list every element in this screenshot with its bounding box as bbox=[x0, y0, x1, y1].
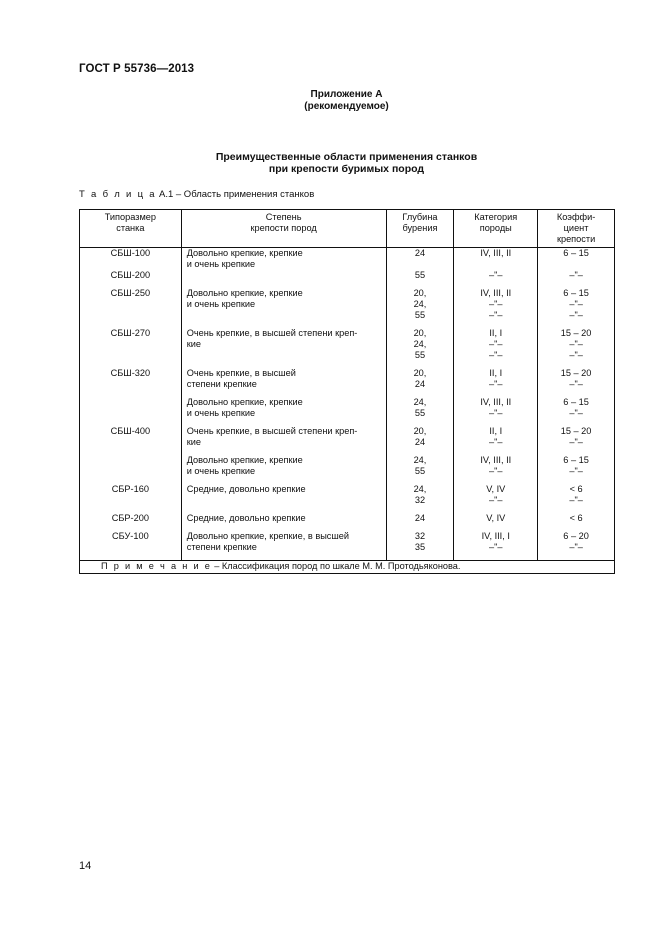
cell-line: 32 bbox=[414, 495, 426, 505]
cell-depth bbox=[386, 288, 454, 328]
cell-line: –"– bbox=[569, 379, 583, 389]
cell-line: IV, III, II bbox=[480, 288, 512, 298]
document-code: ГОСТ Р 55736—2013 bbox=[79, 63, 195, 75]
cell-line: 24 bbox=[414, 379, 426, 389]
cell-line: II, I bbox=[489, 368, 503, 378]
table-row bbox=[80, 513, 615, 531]
cell-line bbox=[80, 455, 181, 466]
cell-line: 55 bbox=[414, 408, 426, 418]
cell-line: 6 – 15 bbox=[563, 397, 589, 407]
cell-category bbox=[454, 531, 538, 561]
table-body bbox=[80, 248, 615, 574]
cell-line: –"– bbox=[489, 408, 503, 418]
header-line: Степень bbox=[265, 212, 302, 222]
cell-line: –"– bbox=[489, 350, 503, 360]
cell-coefficient bbox=[538, 368, 615, 397]
cell-depth bbox=[386, 513, 454, 531]
cell-line: СБШ-270 bbox=[110, 328, 151, 338]
table-caption-text: А.1 – Область применения станков bbox=[156, 189, 315, 200]
cell-line: 6 – 15 bbox=[563, 455, 589, 465]
header-machine-size bbox=[80, 210, 182, 248]
header-line: крепости bbox=[556, 234, 596, 244]
table-note bbox=[80, 561, 615, 574]
cell-category bbox=[454, 288, 538, 328]
cell-line: Средние, довольно крепкие bbox=[186, 484, 306, 494]
header-line: станка bbox=[116, 223, 145, 233]
cell-line: –"– bbox=[569, 299, 583, 309]
header-line: бурения bbox=[402, 223, 438, 233]
cell-line: –"– bbox=[569, 437, 583, 447]
cell-category bbox=[454, 455, 538, 484]
cell-line: 24, bbox=[413, 299, 427, 309]
cell-line: СБШ-250 bbox=[110, 288, 151, 298]
cell-machine bbox=[80, 397, 182, 426]
cell-line: Довольно крепкие, крепкие bbox=[186, 397, 303, 407]
header-hardness-coefficient bbox=[538, 210, 615, 248]
application-table bbox=[79, 209, 615, 574]
cell-depth bbox=[386, 426, 454, 455]
cell-line: СБР-200 bbox=[111, 513, 149, 523]
section-title bbox=[0, 151, 661, 175]
cell-line bbox=[454, 259, 537, 270]
cell-line: степени крепкие bbox=[186, 379, 257, 389]
table-caption-prefix: Т а б л и ц а bbox=[79, 189, 157, 200]
cell-line: < 6 bbox=[569, 513, 583, 523]
cell-hardness bbox=[181, 531, 386, 561]
cell-line: и очень крепкие bbox=[186, 259, 256, 269]
header-rock-hardness bbox=[181, 210, 386, 248]
cell-hardness bbox=[181, 455, 386, 484]
cell-hardness bbox=[181, 426, 386, 455]
table-row bbox=[80, 248, 615, 289]
cell-line: –"– bbox=[489, 299, 503, 309]
cell-line: СБШ-400 bbox=[110, 426, 151, 436]
cell-line: –"– bbox=[489, 437, 503, 447]
cell-line: Довольно крепкие, крепкие bbox=[186, 455, 303, 465]
header-rock-category bbox=[454, 210, 538, 248]
cell-machine bbox=[80, 484, 182, 513]
cell-depth bbox=[386, 484, 454, 513]
cell-line: 24, bbox=[413, 455, 427, 465]
cell-category bbox=[454, 513, 538, 531]
cell-hardness bbox=[181, 513, 386, 531]
cell-line: СБШ-320 bbox=[110, 368, 151, 378]
cell-line: 6 – 15 bbox=[563, 248, 589, 258]
cell-coefficient bbox=[538, 455, 615, 484]
cell-depth bbox=[386, 531, 454, 561]
cell-line: Очень крепкие, в высшей степени креп- bbox=[186, 328, 358, 338]
cell-line: –"– bbox=[569, 270, 583, 280]
header-line: Глубина bbox=[402, 212, 438, 222]
annex-subtitle: (рекомендуемое) bbox=[304, 100, 389, 112]
cell-line: 15 – 20 bbox=[560, 328, 592, 338]
cell-line: 20, bbox=[413, 288, 427, 298]
cell-line: 6 – 20 bbox=[563, 531, 589, 541]
table-row bbox=[80, 397, 615, 426]
cell-coefficient bbox=[538, 288, 615, 328]
table-row bbox=[80, 368, 615, 397]
cell-line: Очень крепкие, в высшей bbox=[186, 368, 296, 378]
cell-line: 24 bbox=[414, 513, 426, 523]
cell-line: и очень крепкие bbox=[186, 408, 256, 418]
cell-category bbox=[454, 484, 538, 513]
section-title-line2: при крепости буримых пород bbox=[268, 163, 425, 175]
cell-line: 55 bbox=[414, 466, 426, 476]
cell-category bbox=[454, 397, 538, 426]
cell-line: –"– bbox=[569, 310, 583, 320]
cell-line: –"– bbox=[569, 542, 583, 552]
cell-line: и очень крепкие bbox=[186, 299, 256, 309]
header-line: Типоразмер bbox=[104, 212, 156, 222]
table-note-row bbox=[80, 561, 615, 574]
table-header bbox=[80, 210, 615, 248]
cell-line: IV, III, I bbox=[481, 531, 510, 541]
note-text: – Классификация пород по шкале М. М. Протодьяконова. bbox=[211, 561, 461, 571]
cell-line: 20, bbox=[413, 426, 427, 436]
table-row bbox=[80, 531, 615, 561]
cell-line: 55 bbox=[414, 270, 426, 280]
cell-line: Очень крепкие, в высшей степени креп- bbox=[186, 426, 358, 436]
cell-line: –"– bbox=[489, 310, 503, 320]
cell-line: 24 bbox=[414, 248, 426, 258]
cell-category bbox=[454, 368, 538, 397]
cell-line: Средние, довольно крепкие bbox=[186, 513, 306, 523]
table-row bbox=[80, 288, 615, 328]
cell-machine bbox=[80, 248, 182, 289]
cell-coefficient bbox=[538, 397, 615, 426]
cell-line: 15 – 20 bbox=[560, 368, 592, 378]
cell-line: –"– bbox=[569, 495, 583, 505]
cell-line: 24, bbox=[413, 397, 427, 407]
cell-line: СБУ-100 bbox=[112, 531, 149, 541]
cell-depth bbox=[386, 455, 454, 484]
cell-line: –"– bbox=[569, 339, 583, 349]
cell-line: –"– bbox=[489, 466, 503, 476]
cell-line: 35 bbox=[414, 542, 426, 552]
cell-machine bbox=[80, 368, 182, 397]
cell-depth bbox=[386, 328, 454, 368]
cell-depth bbox=[386, 397, 454, 426]
cell-line: кие bbox=[186, 339, 201, 349]
cell-line: СБШ-200 bbox=[110, 270, 151, 280]
cell-line: –"– bbox=[489, 270, 503, 280]
note-prefix: П р и м е ч а н и е bbox=[101, 561, 212, 571]
cell-hardness bbox=[181, 328, 386, 368]
cell-machine bbox=[80, 328, 182, 368]
cell-machine bbox=[80, 426, 182, 455]
cell-line: –"– bbox=[489, 495, 503, 505]
cell-hardness bbox=[181, 248, 386, 289]
cell-line: Довольно крепкие, крепкие, в высшей bbox=[186, 531, 350, 541]
cell-coefficient bbox=[538, 513, 615, 531]
cell-line: и очень крепкие bbox=[186, 466, 256, 476]
page-number: 14 bbox=[79, 860, 92, 872]
cell-line: II, I bbox=[489, 328, 503, 338]
cell-coefficient bbox=[538, 484, 615, 513]
cell-coefficient bbox=[538, 248, 615, 289]
cell-line: –"– bbox=[489, 339, 503, 349]
cell-coefficient bbox=[538, 531, 615, 561]
cell-line: –"– bbox=[569, 408, 583, 418]
cell-line: 15 – 20 bbox=[560, 426, 592, 436]
cell-line: СБР-160 bbox=[111, 484, 149, 494]
cell-line: 6 – 15 bbox=[563, 288, 589, 298]
cell-line: IV, III, II bbox=[480, 455, 512, 465]
annex-heading bbox=[0, 89, 661, 112]
table-row bbox=[80, 484, 615, 513]
cell-line bbox=[387, 259, 454, 270]
cell-line bbox=[80, 397, 181, 408]
cell-line: 24, bbox=[413, 339, 427, 349]
cell-line: IV, III, II bbox=[480, 397, 512, 407]
cell-depth bbox=[386, 368, 454, 397]
header-line: крепости пород bbox=[250, 223, 317, 233]
cell-line: 20, bbox=[413, 328, 427, 338]
cell-line: II, I bbox=[489, 426, 503, 436]
cell-category bbox=[454, 248, 538, 289]
header-drilling-depth bbox=[386, 210, 454, 248]
cell-line: –"– bbox=[489, 542, 503, 552]
cell-line: –"– bbox=[489, 379, 503, 389]
cell-machine bbox=[80, 513, 182, 531]
annex-title: Приложение А bbox=[310, 89, 383, 100]
cell-category bbox=[454, 328, 538, 368]
cell-line: IV, III, II bbox=[480, 248, 512, 258]
table-caption bbox=[79, 189, 314, 200]
cell-line: –"– bbox=[569, 350, 583, 360]
cell-category bbox=[454, 426, 538, 455]
cell-line: СБШ-100 bbox=[110, 248, 151, 258]
cell-machine bbox=[80, 455, 182, 484]
cell-coefficient bbox=[538, 426, 615, 455]
cell-line: 32 bbox=[414, 531, 426, 541]
cell-machine bbox=[80, 531, 182, 561]
cell-hardness bbox=[181, 484, 386, 513]
cell-hardness bbox=[181, 288, 386, 328]
cell-line: 24, bbox=[413, 484, 427, 494]
cell-line: 24 bbox=[414, 437, 426, 447]
cell-coefficient bbox=[538, 328, 615, 368]
cell-depth bbox=[386, 248, 454, 289]
cell-line: кие bbox=[186, 437, 201, 447]
cell-line: Довольно крепкие, крепкие bbox=[186, 288, 303, 298]
cell-line: 55 bbox=[414, 350, 426, 360]
cell-line: 55 bbox=[414, 310, 426, 320]
cell-line: V, IV bbox=[486, 484, 506, 494]
header-line: Категория bbox=[474, 212, 518, 222]
cell-line: 20, bbox=[413, 368, 427, 378]
cell-line bbox=[80, 259, 181, 270]
cell-line: V, IV bbox=[486, 513, 506, 523]
header-line: породы bbox=[479, 223, 512, 233]
header-line: Коэффи- bbox=[556, 212, 596, 222]
cell-line bbox=[538, 259, 614, 270]
cell-line: –"– bbox=[569, 466, 583, 476]
header-line: циент bbox=[563, 223, 589, 233]
table-row bbox=[80, 426, 615, 455]
section-title-line1: Преимущественные области применения станков bbox=[215, 151, 478, 163]
cell-line: степени крепкие bbox=[186, 542, 257, 552]
table-row bbox=[80, 328, 615, 368]
cell-machine bbox=[80, 288, 182, 328]
cell-line: < 6 bbox=[569, 484, 583, 494]
table-row bbox=[80, 455, 615, 484]
cell-line: Довольно крепкие, крепкие bbox=[186, 248, 303, 258]
cell-hardness bbox=[181, 397, 386, 426]
cell-hardness bbox=[181, 368, 386, 397]
